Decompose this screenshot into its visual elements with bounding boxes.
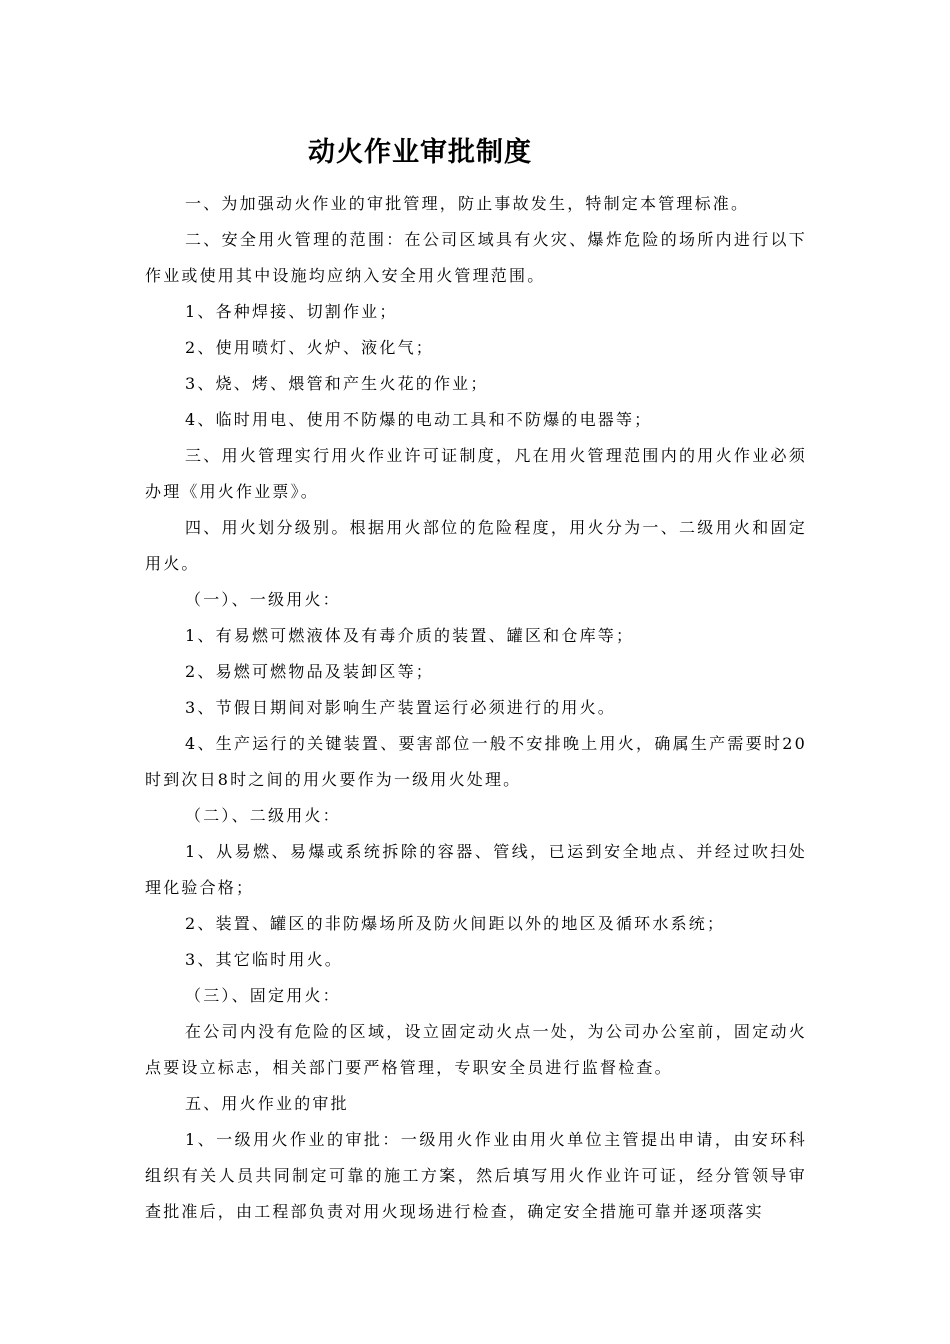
list-item: 4、临时用电、使用不防爆的电动工具和不防爆的电器等；: [185, 410, 653, 429]
list-item: 2、使用喷灯、火炉、液化气；: [185, 338, 434, 357]
section-heading: （一）、一级用火：: [185, 590, 341, 609]
paragraph-1: 一、为加强动火作业的审批管理，防止事故发生，特制定本管理标准。: [185, 194, 750, 213]
document-body: [145, 186, 807, 1230]
list-item: 1、从易燃、易爆或系统拆除的容器、管线，已运到安全地点、并经过吹扫处理化验合格；: [145, 842, 807, 897]
paragraph-6: 1、一级用火作业的审批：一级用火作业由用火单位主管提出申请，由安环科组织有关人员共同制定可靠的施工方案，然后填写用火作业许可证，经分管领导审查批准后，由工程部负责对用火现场进行检查，确定安全措施可靠并逐项落实: [145, 1130, 807, 1221]
list-item: 3、其它临时用火。: [185, 950, 343, 969]
list-item: 1、各种焊接、切割作业；: [185, 302, 398, 321]
list-item: 2、装置、罐区的非防爆场所及防火间距以外的地区及循环水系统；: [185, 914, 726, 933]
section-heading: 五、用火作业的审批: [185, 1094, 349, 1113]
list-item: 3、节假日期间对影响生产装置运行必须进行的用火。: [185, 698, 616, 717]
list-item: 2、易燃可燃物品及装卸区等；: [185, 662, 434, 681]
section-heading: （三）、固定用火：: [185, 986, 341, 1005]
section-heading: （二）、二级用火：: [185, 806, 341, 825]
list-item: 4、生产运行的关键装置、要害部位一般不安排晚上用火，确属生产需要时20时到次日8时之间的用火要作为一级用火处理。: [145, 734, 807, 789]
document-title: 动火作业审批制度: [308, 137, 532, 168]
list-item: 1、有易燃可燃液体及有毒介质的装置、罐区和仓库等；: [185, 626, 635, 645]
paragraph-3: 三、用火管理实行用火作业许可证制度，凡在用火管理范围内的用火作业必须办理《用火作业票》。: [145, 446, 807, 501]
paragraph-5: 在公司内没有危险的区域，设立固定动火点一处，为公司办公室前，固定动火点要设立标志，相关部门要严格管理，专职安全员进行监督检查。: [145, 1022, 807, 1077]
list-item: 3、烧、烤、煨管和产生火花的作业；: [185, 374, 489, 393]
paragraph-2: 二、安全用火管理的范围：在公司区域具有火灾、爆炸危险的场所内进行以下作业或使用其中设施均应纳入安全用火管理范围。: [145, 230, 807, 285]
paragraph-4: 四、用火划分级别。根据用火部位的危险程度，用火分为一、二级用火和固定用火。: [145, 518, 807, 573]
